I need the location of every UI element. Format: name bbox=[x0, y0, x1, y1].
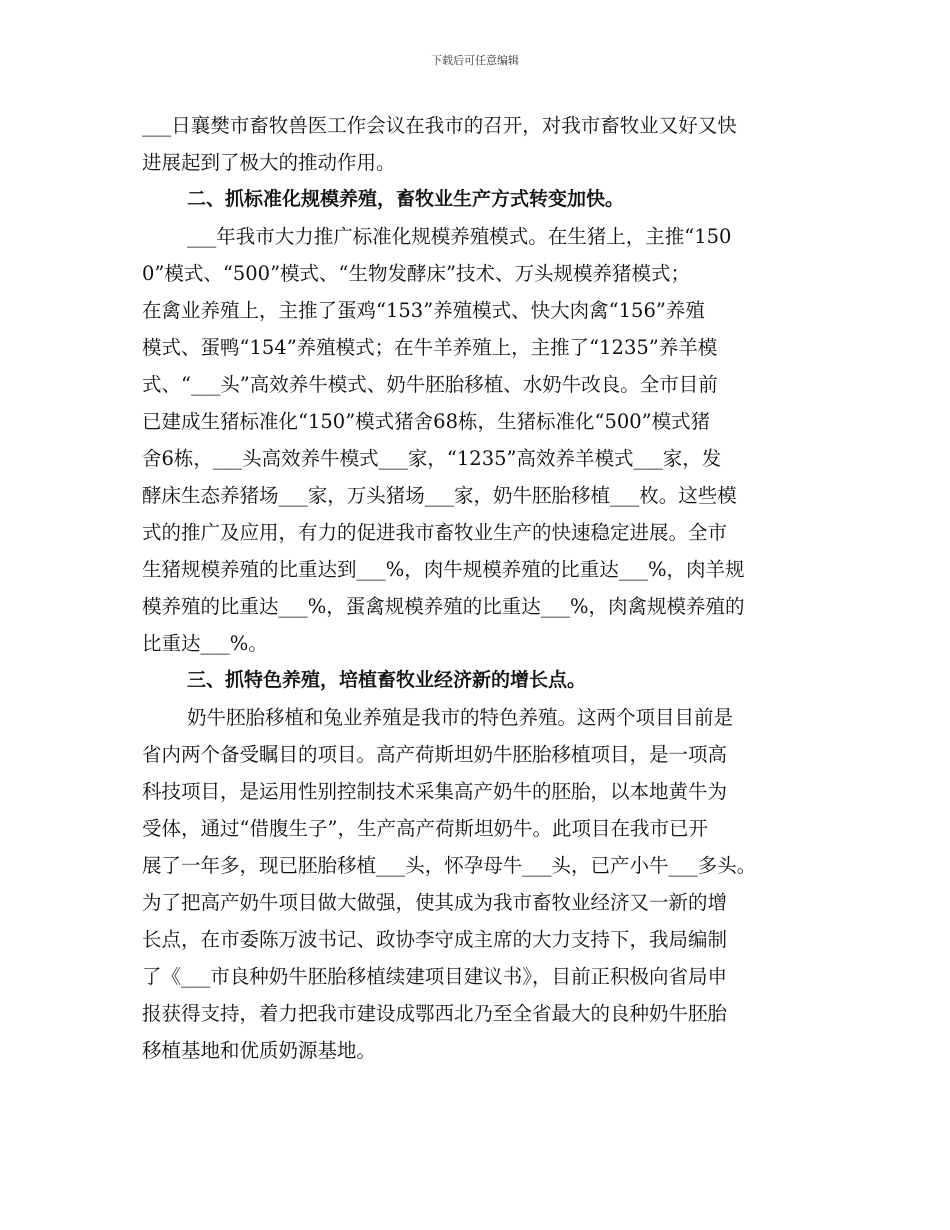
paragraph-line: 为了把高产奶牛项目做大做强，使其成为我市畜牧业经济又一新的增 bbox=[142, 891, 728, 914]
paragraph-line: 式的推广及应用，有力的促进我市畜牧业生产的快速稳定进展。全市 bbox=[142, 521, 728, 544]
paragraph-line: 式、“___头”高效养牛模式、奶牛胚胎移植、水奶牛改良。全市目前 bbox=[142, 373, 718, 396]
page-header-note: 下载后可任意编辑 bbox=[431, 54, 519, 67]
paragraph-line: 已建成生猪标准化“150”模式猪舍68栋，生猪标准化“500”模式猪 bbox=[142, 410, 711, 433]
paragraph-line: 科技项目，是运用性别控制技术采集高产奶牛的胚胎，以本地黄牛为 bbox=[142, 780, 728, 803]
paragraph-line: 模式、蛋鸭“154”养殖模式；在牛羊养殖上，主推了“1235”养羊模 bbox=[142, 336, 718, 359]
section-heading: 三、抓特色养殖，培植畜牧业经济新的增长点。 bbox=[187, 669, 587, 691]
paragraph-line: 省内两个备受瞩目的项目。高产荷斯坦奶牛胚胎移植项目，是一项高 bbox=[142, 743, 728, 766]
paragraph-line: 奶牛胚胎移植和兔业养殖是我市的特色养殖。这两个项目目前是 bbox=[187, 706, 734, 729]
section-heading: 二、抓标准化规模养殖，畜牧业生产方式转变加快。 bbox=[187, 188, 625, 210]
paragraph-line: 0”模式、“500”模式、“生物发酵床”技术、万头规模养猪模式； bbox=[142, 262, 690, 285]
paragraph-line: 长点，在市委陈万波书记、政协李守成主席的大力支持下，我局编制 bbox=[142, 928, 728, 951]
paragraph-line: 模养殖的比重达___%，蛋禽规模养殖的比重达___%，肉禽规模养殖的 bbox=[142, 595, 745, 618]
paragraph-line: ___日襄樊市畜牧兽医工作会议在我市的召开，对我市畜牧业又好又快 bbox=[142, 114, 737, 137]
paragraph-line: 受体，通过“借腹生子”，生产高产荷斯坦奶牛。此项目在我市已开 bbox=[142, 817, 708, 840]
paragraph-line: 了《___市良种奶牛胚胎移植续建项目建议书》，目前正积极向省局申 bbox=[142, 965, 728, 988]
paragraph-line: 展了一年多，现已胚胎移植___头，怀孕母牛___头，已产小牛___多头。 bbox=[142, 854, 757, 877]
paragraph-line: 比重达___%。 bbox=[142, 632, 268, 655]
paragraph-line: 生猪规模养殖的比重达到___%，肉牛规模养殖的比重达___%，肉羊规 bbox=[142, 558, 745, 581]
paragraph-line: 进展起到了极大的推动作用。 bbox=[142, 151, 396, 174]
paragraph-line: 移植基地和优质奶源基地。 bbox=[142, 1039, 377, 1062]
paragraph-line: 酵床生态养猪场___家，万头猪场___家，奶牛胚胎移植___枚。这些模 bbox=[142, 484, 737, 507]
paragraph-line: 报获得支持，着力把我市建设成鄂西北乃至全省最大的良种奶牛胚胎 bbox=[142, 1002, 728, 1025]
paragraph-line: ___年我市大力推广标准化规模养殖模式。在生猪上，主推“150 bbox=[187, 225, 732, 248]
paragraph-line: 在禽业养殖上，主推了蛋鸡“153”养殖模式、快大肉禽“156”养殖 bbox=[142, 299, 705, 322]
paragraph-line: 舍6栋，___头高效养牛模式___家，“1235”高效养羊模式___家，发 bbox=[142, 447, 722, 470]
